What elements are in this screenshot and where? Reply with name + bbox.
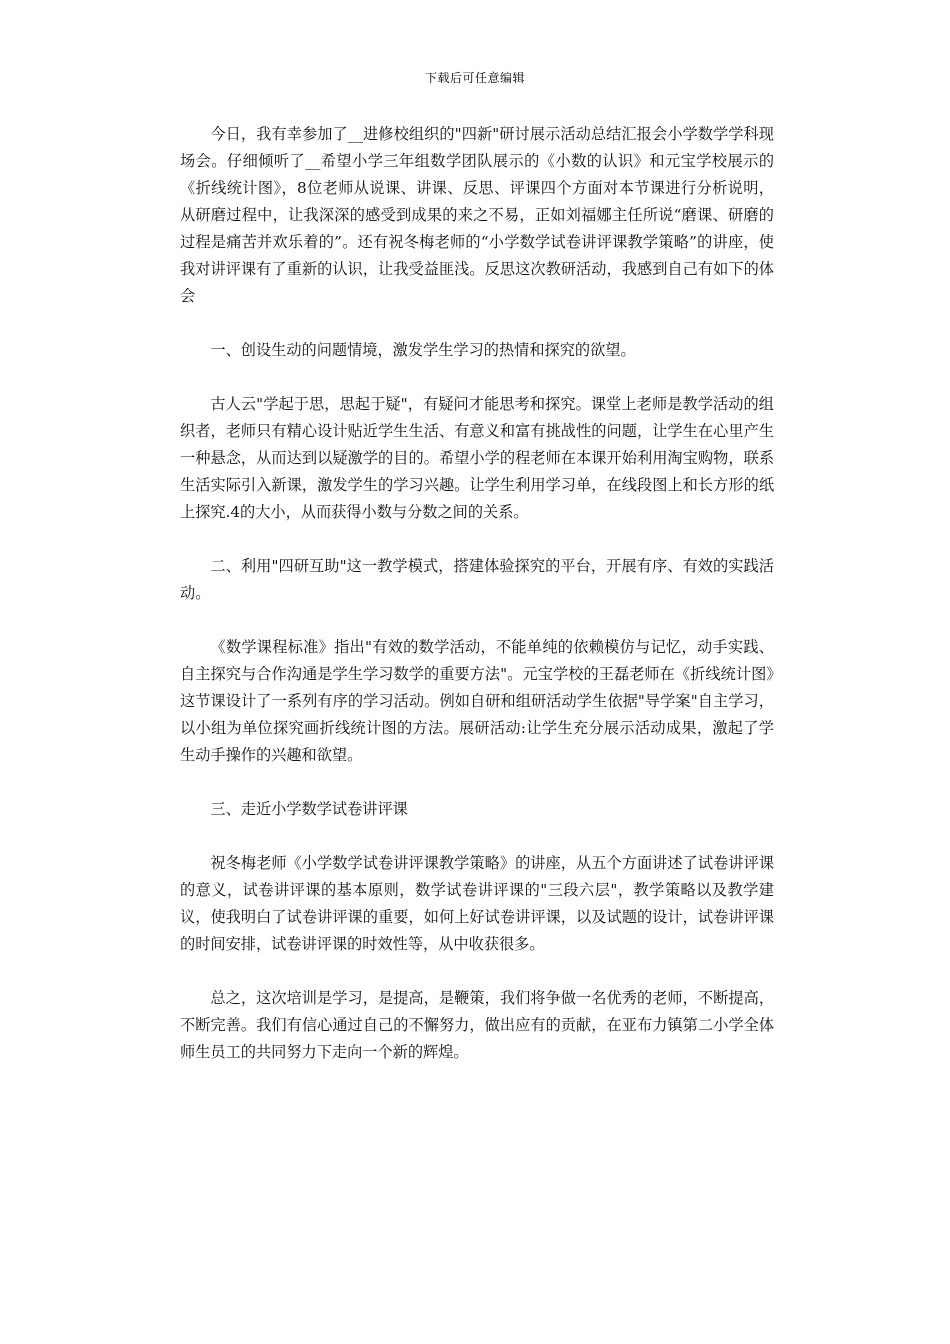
document-body bbox=[180, 121, 774, 1093]
section-heading-1: 一、创设生动的问题情境，激发学生学习的热情和探究的欲望。 bbox=[210, 341, 636, 359]
section-3-paragraph: 祝冬梅老师《小学数学试卷讲评课教学策略》的讲座，从五个方面讲述了试卷讲评课的意义，试卷讲评课的基本原则，数学试卷讲评课的"三段六层"，教学策略以及教学建议，使我明白了试卷讲评课的重要，如何上好试卷讲评课，以及试题的设计，试卷讲评课的时间安排，试卷讲评课的时效性等，从中收获很多。 bbox=[180, 854, 774, 953]
intro-paragraph: 今日，我有幸参加了__进修校组织的"四新"研讨展示活动总结汇报会小学数学学科现场会。仔细倾听了__希望小学三年组数学团队展示的《小数的认识》和元宝学校展示的《折线统计图》，8位老师从说课、讲课、反思、评课四个方面对本节课进行分析说明，从研磨过程中，让我深深的感受到成果的来之不易，正如刘福娜主任所说“磨课、研磨的过程是痛苦并欢乐着的”。还有祝冬梅老师的“小学数学试卷讲评课教学策略”的讲座，使我对讲评课有了重新的认识，让我受益匪浅。反思这次教研活动，我感到自己有如下的体会 bbox=[180, 125, 774, 305]
conclusion-paragraph: 总之，这次培训是学习，是提高，是鞭策，我们将争做一名优秀的老师，不断提高，不断完善。我们有信心通过自己的不懈努力，做出应有的贡献，在亚布力镇第二小学全体师生员工的共同努力下走向一个新的辉煌。 bbox=[180, 989, 774, 1061]
section-1-paragraph: 古人云"学起于思，思起于疑"，有疑问才能思考和探究。课堂上老师是教学活动的组织者，老师只有精心设计贴近学生生活、有意义和富有挑战性的问题，让学生在心里产生一种悬念，从而达到以疑激学的目的。希望小学的程老师在本课开始利用淘宝购物，联系生活实际引入新课，激发学生的学习兴趣。让学生利用学习单，在线段图上和长方形的纸上探究.4的大小，从而获得小数与分数之间的关系。 bbox=[180, 395, 774, 521]
section-heading-3: 三、走近小学数学试卷讲评课 bbox=[210, 800, 408, 818]
section-heading-2: 二、利用"四研互助"这一教学模式，搭建体验探究的平台，开展有序、有效的实践活动。 bbox=[180, 557, 774, 602]
page-header: 下载后可任意编辑 bbox=[424, 71, 525, 85]
section-2-paragraph: 《数学课程标准》指出"有效的数学活动，不能单纯的依赖模仿与记忆，动手实践、自主探究与合作沟通是学生学习数学的重要方法"。元宝学校的王磊老师在《折线统计图》这节课设计了一系列有序的学习活动。例如自研和组研活动学生依据"导学案"自主学习，以小组为单位探究画折线统计图的方法。展研活动:让学生充分展示活动成果，激起了学生动手操作的兴趣和欲望。 bbox=[180, 638, 774, 764]
